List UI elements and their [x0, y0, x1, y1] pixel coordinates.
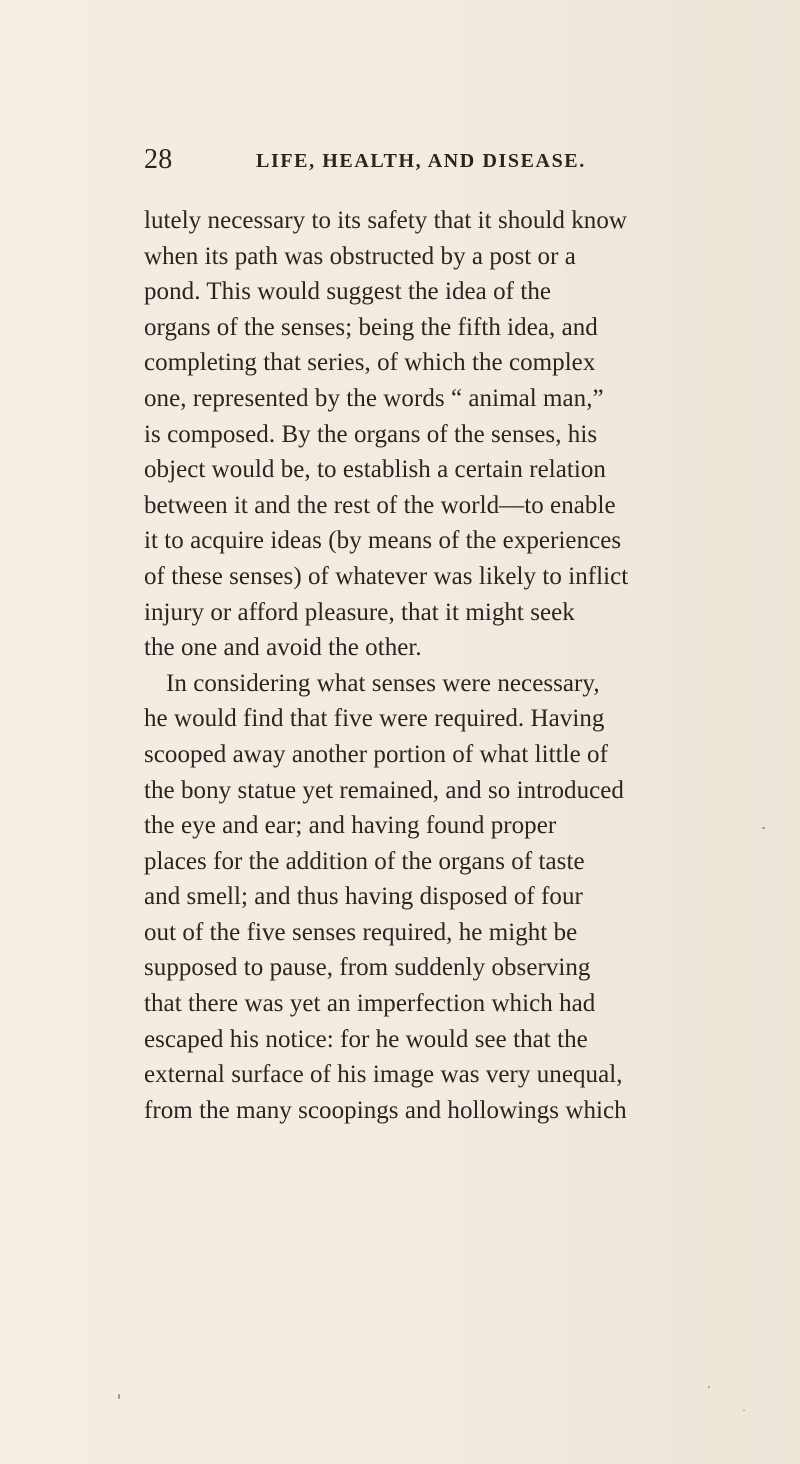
text-line: that there was yet an imperfection which had: [144, 990, 596, 1018]
text-line: object would be, to establish a certain relation: [144, 456, 606, 484]
page-header: [144, 146, 664, 180]
text-line: places for the addition of the organs of taste: [144, 847, 585, 875]
text-line: scooped away another portion of what little of: [144, 740, 608, 768]
text-line: he would find that five were required. Having: [144, 705, 605, 733]
text-line: when its path was obstructed by a post or a: [144, 242, 576, 270]
text-line: between it and the rest of the world—to enable: [144, 491, 616, 519]
text-line: of these senses) of whatever was likely to inflict: [144, 562, 629, 590]
paper-speck: [743, 1410, 745, 1411]
text-line: injury or afford pleasure, that it might seek: [144, 598, 575, 626]
text-line: is composed. By the organs of the senses, his: [144, 420, 598, 448]
paper-speck: [708, 1386, 710, 1388]
text-line: out of the five senses required, he might be: [144, 918, 578, 946]
text-line: from the many scoopings and hollowings which: [144, 1096, 627, 1124]
text-line: and smell; and thus having disposed of four: [144, 883, 583, 911]
text-line: the bony statue yet remained, and so introduced: [144, 776, 624, 804]
text-line: one, represented by the words “ animal man,”: [144, 384, 604, 412]
text-line: lutely necessary to its safety that it should know: [144, 207, 627, 234]
text-line: the one and avoid the other.: [144, 634, 422, 662]
paper-speck: [118, 1394, 120, 1399]
text-line: completing that series, of which the complex: [144, 349, 596, 377]
text-line: supposed to pause, from suddenly observing: [144, 954, 591, 982]
text-line: the eye and ear; and having found proper: [144, 812, 557, 840]
text-line: it to acquire ideas (by means of the experiences: [144, 527, 622, 555]
text-line: escaped his notice: for he would see that the: [144, 1025, 588, 1053]
paper-speck: [762, 827, 765, 829]
text-line: pond. This would suggest the idea of the: [144, 278, 552, 306]
running-head: LIFE, HEALTH, AND DISEASE.: [256, 150, 586, 172]
paragraph-start-line: In considering what senses were necessary,: [166, 669, 600, 697]
text-line: organs of the senses; being the fifth idea, and: [144, 313, 598, 341]
text-line: external surface of his image was very unequal,: [144, 1061, 623, 1089]
body-text: [144, 203, 656, 1128]
page-number: 28: [144, 144, 173, 175]
